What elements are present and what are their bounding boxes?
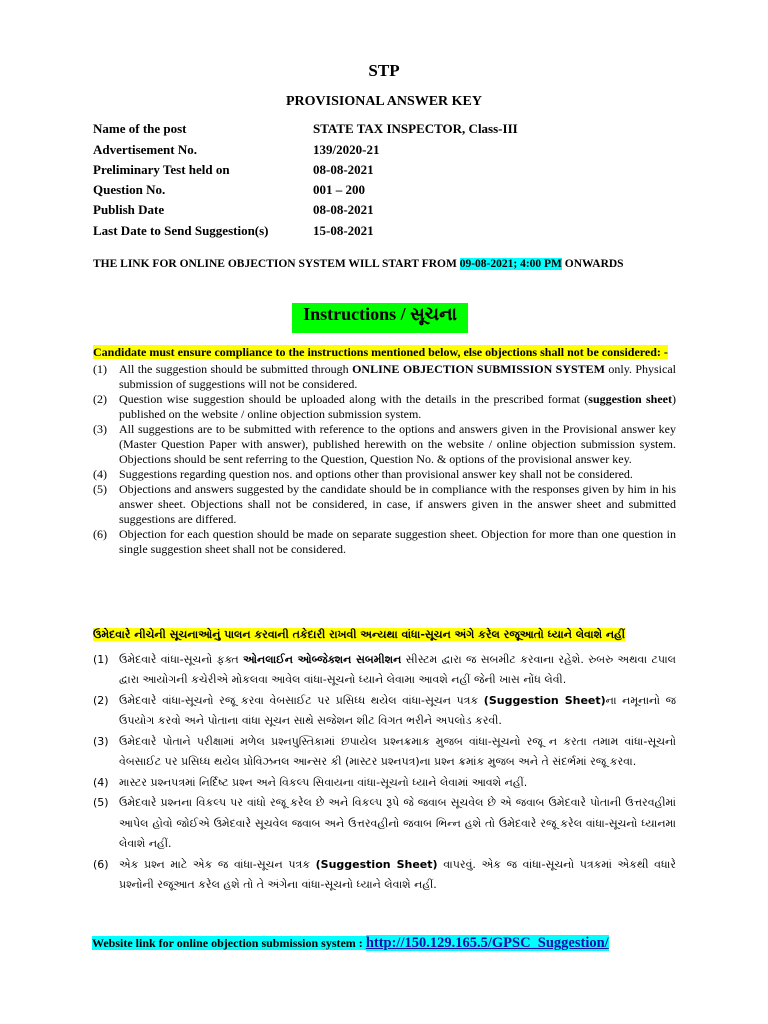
item-number: (2) xyxy=(93,693,109,707)
gujarati-item xyxy=(93,650,676,691)
link-notice-prefix: THE LINK FOR ONLINE OBJECTION SYSTEM WILL START FROM xyxy=(93,258,460,270)
english-intro xyxy=(93,345,676,360)
item-number: (4) xyxy=(93,775,109,789)
gujarati-intro-text: ઉમેદવારે નીચેની સૂચનાઓનું પાલન કરવાની તકેદારી રાખવી અન્યથા વાંધા-સૂચન અંગે કરેલ રજૂઆતો ધ્યાને લેવાશે નહીં xyxy=(93,628,626,641)
item-text: ઉમેદવારે પોતાને પરીક્ષામાં મળેલ પ્રશ્નપુસ્તિકામાં છપાયેલ પ્રશ્નક્રમાક મુજબ વાંધા-સૂચનો રજૂ ન કરતા તમામ વાંધા-સૂચનો વેબસાઈટ પર પ્રસિધ્ધ થયેલ પ્રોવિઝનલ આન્સર કી (માસ્ટર પ્રશ્નપત્ર)ના પ્રશ્ન ક્રમાંક મુજબ અને તે સંદર્ભમાં રજૂ કરવા. xyxy=(119,734,676,768)
info-value-test-date: 08-08-2021 xyxy=(313,162,374,177)
item-text: Question wise suggestion should be uploaded along with the details in the prescribed format (suggestion sheet) published on the website / online objection submission system. xyxy=(119,392,677,421)
english-item xyxy=(93,527,676,557)
item-text: એક પ્રશ્ન માટે એક જ વાંધા-સૂચન પત્રક (Suggestion Sheet) વાપરવું. એક જ વાંધા-સૂચનો પત્રકમાં એકથી વધારે પ્રશ્નોની રજૂઆત કરેલ હશે તો તે અંગેના વાંધા-સૂચનો ધ્યાને લેવાશે નહીં. xyxy=(119,857,676,891)
document-title: STP xyxy=(368,61,400,80)
gujarati-item xyxy=(93,732,676,773)
item-text: ઉમેદવારે પ્રશ્નના વિકલ્પ પર વાંધો રજૂ કરેલ છે અને વિકલ્પ રૂપે જે જવાબ સૂચવેલ છે એ જવાબ ઉમેદવારે પોતાની ઉત્તરવહીમાં આપેલ હોવો જોઈએ ઉમેદવારે સૂચવેલ જવાબ અને ઉત્તરવહીનો જવાબ ભિન્ન હશે તો ઉમેદવારે રજૂ કરેલ વાંધા-સૂચનો ધ્યાનમા લેવાશે નહીં. xyxy=(119,796,676,850)
item-text: ઉમેદવારે વાંધા-સૂચનો રજૂ કરવા વેબસાઈટ પર પ્રસિધ્ધ થયેલ વાંધા-સૂચન પત્રક (Suggestion Sheet)ના નમૂનાનો જ ઉપયોગ કરવો અને પોતાના વાંધા સૂચન સાથે સજેશન શીટ વિગત ભરીને અપલોડ કરવી. xyxy=(119,693,676,727)
item-text: Suggestions regarding question nos. and options other than provisional answer key shall not be considered. xyxy=(119,467,633,481)
link-notice xyxy=(93,258,624,270)
instructions-heading: Instructions / સૂચના xyxy=(303,304,457,324)
gujarati-item xyxy=(93,691,676,732)
website-link[interactable]: http://150.129.165.5/GPSC_Suggestion/ xyxy=(365,935,609,951)
english-intro-text: Candidate must ensure compliance to the instructions mentioned below, else objections shall not be considered: - xyxy=(93,345,668,359)
info-label-publish-date: Publish Date xyxy=(93,202,165,217)
info-value-advertisement: 139/2020-21 xyxy=(313,142,380,157)
english-item xyxy=(93,362,676,392)
english-item xyxy=(93,467,676,482)
gujarati-intro xyxy=(93,625,676,646)
link-notice-date: 09-08-2021; 4:00 PM xyxy=(459,258,562,270)
english-item xyxy=(93,482,676,527)
item-number: (1) xyxy=(93,362,107,376)
item-number: (1) xyxy=(93,652,109,666)
link-notice-suffix: ONWARDS xyxy=(561,258,624,270)
document-subtitle: PROVISIONAL ANSWER KEY xyxy=(285,94,483,109)
item-text: All suggestions are to be submitted with reference to the options and answers given in the Provisional answer key (Master Question Paper with answer), published herewith on the website / online objection submission system. Objections should be sent referring to the Question, Question No. & options of the provisional answer key. xyxy=(119,422,676,466)
item-number: (3) xyxy=(93,422,107,436)
item-number: (2) xyxy=(93,392,107,406)
item-text: Objections and answers suggested by the candidate should be in compliance with the responses given by him in his answer sheet. Objections shall not be considered, in case, if answers given in the answer sheet and submitted suggestions are differed. xyxy=(119,482,676,526)
item-number: (6) xyxy=(93,527,107,541)
gujarati-item xyxy=(93,793,676,855)
english-item xyxy=(93,392,676,422)
info-label-advertisement: Advertisement No. xyxy=(93,142,197,157)
item-number: (5) xyxy=(93,482,107,496)
website-link-line xyxy=(92,934,609,952)
info-label-question-no: Question No. xyxy=(93,182,166,197)
item-text: All the suggestion should be submitted through ONLINE OBJECTION SUBMISSION SYSTEM only. Physical submission of suggestions will not be considered. xyxy=(119,362,677,391)
info-value-publish-date: 08-08-2021 xyxy=(313,202,374,217)
info-label-post: Name of the post xyxy=(93,121,187,136)
english-instructions xyxy=(93,345,676,557)
gujarati-instructions xyxy=(93,625,676,896)
website-link-label: Website link for online objection submission system : xyxy=(92,936,366,950)
gujarati-item xyxy=(93,855,676,896)
info-value-last-date: 15-08-2021 xyxy=(313,223,374,238)
item-text: માસ્ટર પ્રશ્નપત્રમાં નિર્દિષ્ટ પ્રશ્ન અને વિકલ્પ સિવાયના વાંધા-સૂચનો ધ્યાને લેવામાં આવશે નહીં. xyxy=(119,775,528,789)
item-number: (3) xyxy=(93,734,109,748)
item-number: (6) xyxy=(93,857,109,871)
info-value-question-no: 001 – 200 xyxy=(313,182,365,197)
item-number: (4) xyxy=(93,467,107,481)
item-number: (5) xyxy=(93,796,109,809)
info-label-test-date: Preliminary Test held on xyxy=(93,162,230,177)
item-text: ઉમેદવારે વાંધા-સૂચનો ફક્ત ઓનલાઈન ઓબ્જેક્શન સબમીશન સીસ્ટમ દ્વારા જ સબમીટ કરવાના રહેશે. રુબરુ અથવા ટપાલ દ્વારા આયોગની કચેરીએ મોકલવા આવેલ વાંધા-સૂચનો ધ્યાને લેવામા આવશે નહીં જેની ખાસ નોંધ લેવી. xyxy=(119,652,676,686)
info-value-post: STATE TAX INSPECTOR, Class-III xyxy=(313,121,518,136)
gujarati-item xyxy=(93,773,676,794)
item-text: Objection for each question should be made on separate suggestion sheet. Objection for more than one question in single suggestion sheet shall not be considered. xyxy=(119,527,676,556)
info-label-last-date: Last Date to Send Suggestion(s) xyxy=(93,223,269,238)
english-item xyxy=(93,422,676,467)
